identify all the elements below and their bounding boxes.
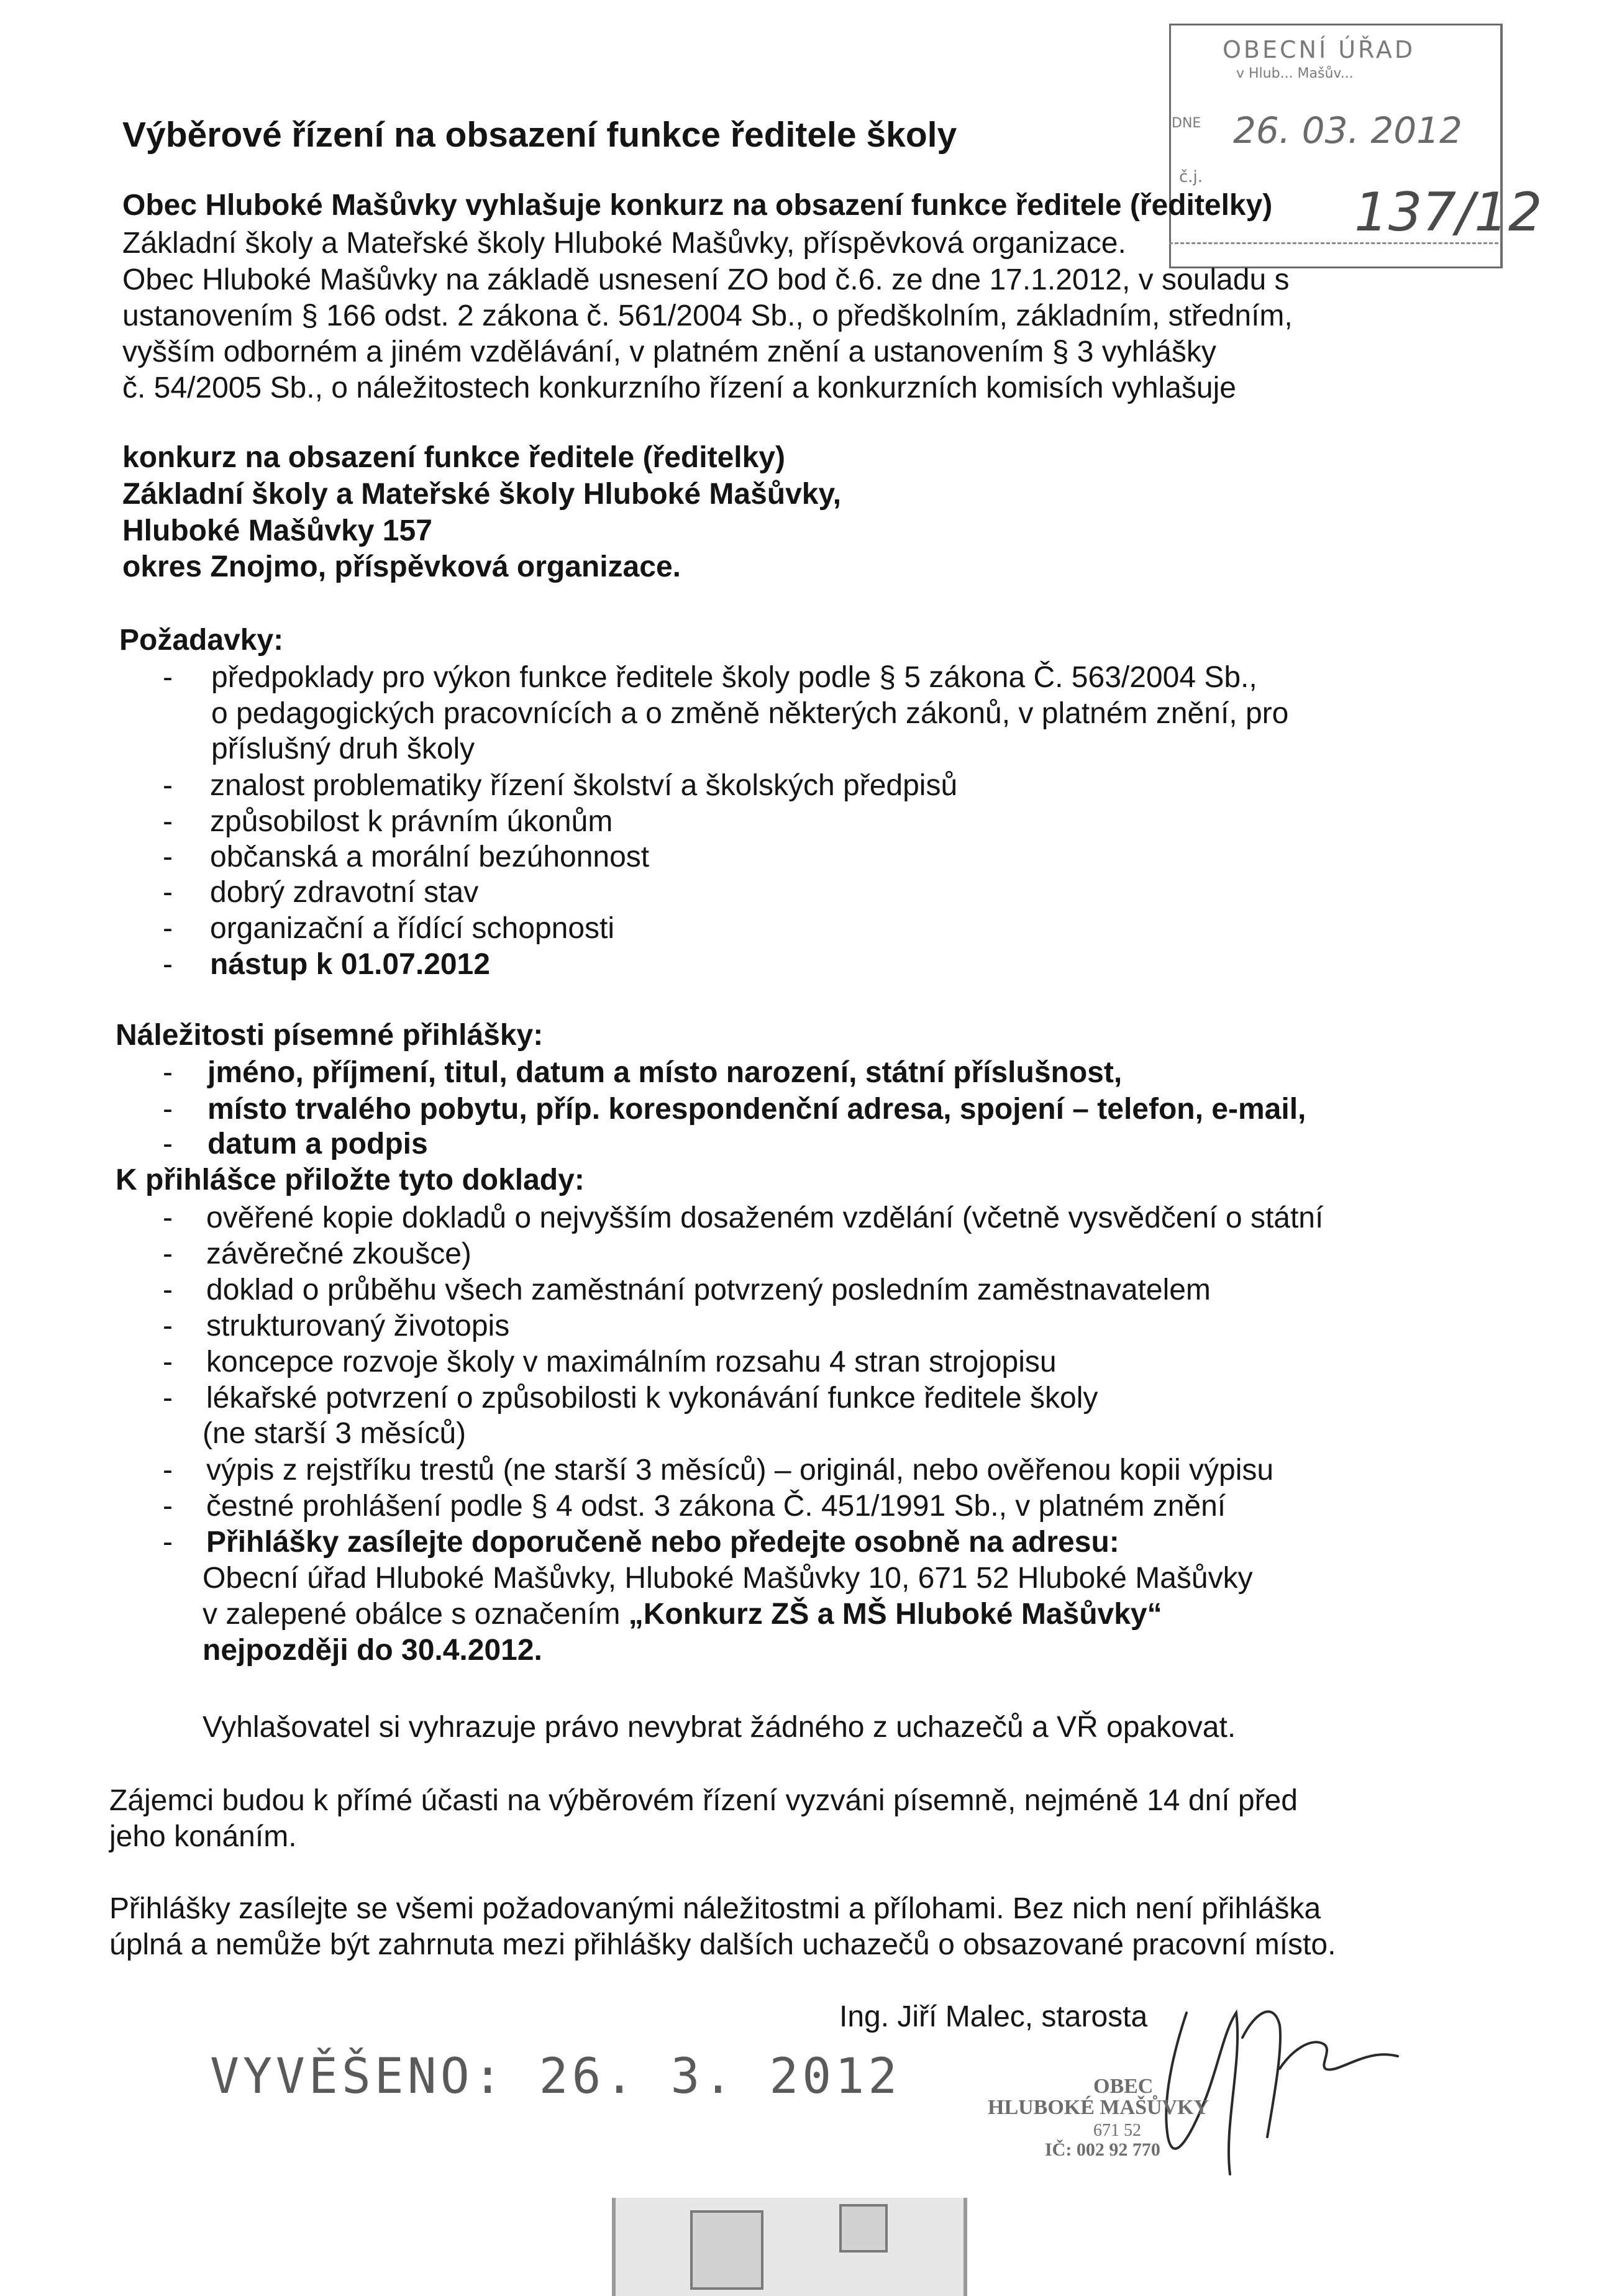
posted-note: VYVĚŠENO: 26. 3. 2012 xyxy=(210,2049,901,2105)
intro-line-4: ustanovením § 166 odst. 2 zákona č. 561/2004 Sb., o předškolním, základním, středním, xyxy=(122,299,1293,332)
list-dash: - xyxy=(163,1346,173,1378)
stamp-date: 26. 03. 2012 xyxy=(1233,109,1462,152)
envelope-mark: „Konkurz ZŠ a MŠ Hluboké Mašůvky“ xyxy=(628,1598,1162,1631)
pozadavky-item-2: znalost problematiky řízení školství a školských předpisů xyxy=(210,769,958,802)
nalezitosti-item-1: jméno, příjmení, titul, datum a místo narození, státní příslušnost, xyxy=(207,1056,1123,1089)
doklady-item-1: ověřené kopie dokladů o nejvyšším dosaženém vzdělání (včetně vysvědčení o státní xyxy=(206,1201,1324,1234)
doklady-item-8: čestné prohlášení podle § 4 odst. 3 zákona Č. 451/1991 Sb., v platném znění xyxy=(206,1490,1226,1523)
list-dash: - xyxy=(163,1310,173,1342)
deadline-line: nejpozději do 30.4.2012. xyxy=(203,1634,542,1667)
list-dash: - xyxy=(163,1237,173,1270)
prihlasky-line-2: úplná a nemůže být zahrnuta mezi přihlášky dalších uchazečů o obsazované pracovní místo. xyxy=(109,1928,1336,1961)
stamp-office: OBECNÍ ÚŘAD xyxy=(1223,36,1416,63)
list-dash: - xyxy=(163,1454,173,1487)
list-dash: - xyxy=(163,840,173,873)
list-dash: - xyxy=(163,1201,173,1234)
doklady-item-6-cont: (ne starší 3 měsíců) xyxy=(203,1417,467,1450)
zajemci-line-1: Zájemci budou k přímé účasti na výběrovém řízení vyzváni písemně, nejméně 14 dní před xyxy=(109,1784,1298,1817)
list-dash: - xyxy=(163,1056,173,1089)
list-dash: - xyxy=(163,912,173,945)
intro-line-1: Obec Hluboké Mašůvky vyhlašuje konkurz na obsazení funkce ředitele (ředitelky) xyxy=(122,189,1273,222)
official-stamp xyxy=(988,2075,1273,2160)
scan-artifact-block xyxy=(839,2204,888,2253)
pozadavky-item-1-line-1: předpoklady pro výkon funkce ředitele školy podle § 5 zákona Č. 563/2004 Sb., xyxy=(211,661,1257,694)
official-stamp-line-4: IČ: 002 92 770 xyxy=(1045,2139,1160,2160)
nalezitosti-item-3: datum a podpis xyxy=(207,1128,428,1160)
page-title: Výběrové řízení na obsazení funkce ředitele školy xyxy=(122,115,957,155)
konkurz-line-4: okres Znojmo, příspěvková organizace. xyxy=(122,550,681,583)
stamp-dne-label: DNE xyxy=(1172,116,1201,131)
address-line: Obecní úřad Hluboké Mašůvky, Hluboké Mašůvky 10, 671 52 Hluboké Mašůvky xyxy=(203,1562,1253,1595)
konkurz-line-1: konkurz na obsazení funkce ředitele (ředitelky) xyxy=(122,441,785,474)
envelope-label: v zalepené obálce s označením xyxy=(203,1598,629,1631)
pozadavky-item-4: občanská a morální bezúhonnost xyxy=(210,840,650,873)
stamp-ref-label: č.j. xyxy=(1179,168,1203,186)
doklady-item-9: Přihlášky zasílejte doporučeně nebo předejte osobně na adresu: xyxy=(206,1526,1119,1559)
prihlasky-line-1: Přihlášky zasílejte se všemi požadovanými náležitostmi a přílohami. Bez nich není přihláška xyxy=(109,1892,1321,1925)
konkurz-line-3: Hluboké Mašůvky 157 xyxy=(122,514,432,547)
list-dash: - xyxy=(163,1490,173,1523)
list-dash: - xyxy=(163,769,173,802)
scan-artifact xyxy=(612,2198,967,2296)
pozadavky-item-1-line-2: o pedagogických pracovnících a o změně některých zákonů, v platném znění, pro xyxy=(211,697,1289,730)
stamp-place: v Hlub... Mašův... xyxy=(1236,66,1354,81)
zajemci-line-2: jeho konáním. xyxy=(109,1820,297,1853)
stamp-ref-number: 137/12 xyxy=(1354,181,1542,244)
doklady-item-2: závěrečné zkoušce) xyxy=(206,1237,472,1270)
scan-artifact-block xyxy=(690,2210,763,2290)
pozadavky-item-3: způsobilost k právním úkonům xyxy=(210,805,613,838)
list-dash: - xyxy=(163,1382,173,1414)
pozadavky-item-7: nástup k 01.07.2012 xyxy=(210,948,490,981)
nalezitosti-item-2: místo trvalého pobytu, příp. korespondenční adresa, spojení – telefon, e-mail, xyxy=(207,1093,1306,1126)
list-dash: - xyxy=(163,1526,173,1559)
list-dash: - xyxy=(163,1273,173,1306)
pozadavky-heading: Požadavky: xyxy=(119,624,284,657)
list-dash: - xyxy=(163,805,173,838)
intro-line-2: Základní školy a Mateřské školy Hluboké Mašůvky, příspěvková organizace. xyxy=(122,227,1126,260)
intro-line-3: Obec Hluboké Mašůvky na základě usnesení ZO bod č.6. ze dne 17.1.2012, v souladu s xyxy=(122,263,1290,296)
official-stamp-line-1: OBEC xyxy=(1093,2075,1154,2098)
pozadavky-item-5: dobrý zdravotní stav xyxy=(210,876,479,909)
official-stamp-line-2: HLUBOKÉ MAŠŮVKY xyxy=(988,2096,1210,2119)
signatory-name: Ing. Jiří Malec, starosta xyxy=(839,2000,1148,2033)
pozadavky-item-6: organizační a řídící schopnosti xyxy=(210,912,615,945)
list-dash: - xyxy=(163,1128,173,1160)
list-dash: - xyxy=(163,661,173,694)
envelope-line xyxy=(203,1597,1162,1632)
doklady-item-7: výpis z rejstříku trestů (ne starší 3 měsíců) – originál, nebo ověřenou kopii výpisu xyxy=(206,1454,1274,1487)
doklady-heading: K přihlášce přiložte tyto doklady: xyxy=(116,1164,585,1196)
doklady-item-6: lékařské potvrzení o způsobilosti k vykonávání funkce ředitele školy xyxy=(206,1382,1098,1414)
konkurz-line-2: Základní školy a Mateřské školy Hluboké Mašůvky, xyxy=(122,478,841,511)
pozadavky-item-1-line-3: příslušný druh školy xyxy=(211,732,475,765)
intro-line-6: č. 54/2005 Sb., o náležitostech konkurzního řízení a konkurzních komisích vyhlašuje xyxy=(122,371,1236,404)
intro-line-5: vyšším odborném a jiném vzdělávání, v platném znění a ustanovením § 3 vyhlášky xyxy=(122,335,1216,368)
doklady-item-4: strukturovaný životopis xyxy=(206,1310,510,1342)
doklady-item-5: koncepce rozvoje školy v maximálním rozsahu 4 stran strojopisu xyxy=(206,1346,1057,1378)
doklady-item-3: doklad o průběhu všech zaměstnání potvrzený posledním zaměstnavatelem xyxy=(206,1273,1211,1306)
list-dash: - xyxy=(163,876,173,909)
list-dash: - xyxy=(163,1093,173,1126)
list-dash: - xyxy=(163,948,173,981)
reservation-note: Vyhlašovatel si vyhrazuje právo nevybrat žádného z uchazečů a VŘ opakovat. xyxy=(203,1711,1236,1744)
official-stamp-line-3: 671 52 xyxy=(1093,2121,1141,2140)
nalezitosti-heading: Náležitosti písemné přihlášky: xyxy=(116,1019,544,1052)
